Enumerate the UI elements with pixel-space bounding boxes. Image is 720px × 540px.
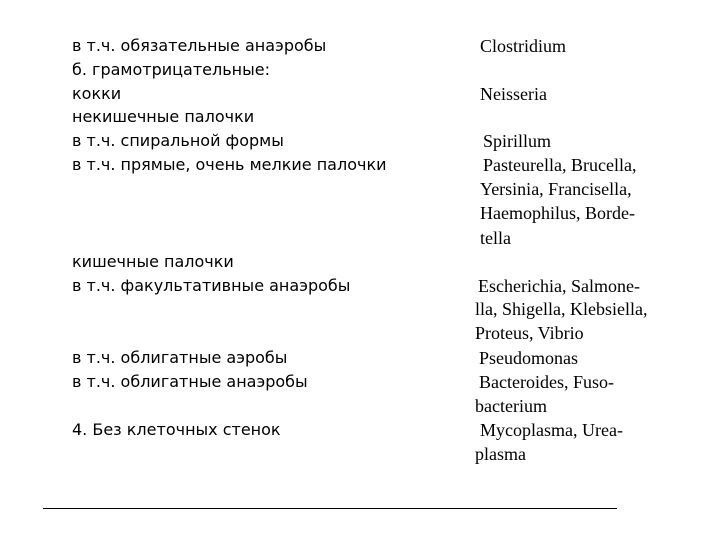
right-line: Mycoplasma, Urea- bbox=[480, 420, 623, 440]
left-line: 4. Без клеточных стенок bbox=[72, 420, 281, 439]
right-line: Clostridium bbox=[480, 36, 567, 56]
right-line: bacterium bbox=[475, 396, 547, 416]
left-line: в т.ч. спиральной формы bbox=[72, 131, 284, 150]
right-line: Yersinia, Francisella, bbox=[480, 179, 632, 199]
right-line: Haemophilus, Borde- bbox=[480, 203, 635, 223]
right-line: Proteus, Vibrio bbox=[475, 323, 584, 343]
right-line: Neisseria bbox=[480, 84, 547, 104]
left-line: в т.ч. факультативные анаэробы bbox=[72, 276, 351, 295]
horizontal-rule bbox=[43, 508, 617, 509]
left-line: кишечные палочки bbox=[72, 252, 234, 271]
right-line: Spirillum bbox=[483, 131, 552, 151]
right-line: lla, Shigella, Klebsiella, bbox=[475, 299, 648, 319]
left-line: в т.ч. обязательные анаэробы bbox=[72, 36, 327, 55]
left-line: кокки bbox=[72, 84, 122, 103]
right-line: Escherichia, Salmone- bbox=[478, 276, 640, 296]
left-line: б. грамотрицательные: bbox=[72, 60, 270, 79]
right-line: Pasteurella, Brucella, bbox=[483, 155, 637, 175]
left-line: в т.ч. облигатные анаэробы bbox=[72, 372, 308, 391]
left-line: в т.ч. прямые, очень мелкие палочки bbox=[72, 155, 387, 174]
right-line: plasma bbox=[475, 444, 526, 464]
left-line: в т.ч. облигатные аэробы bbox=[72, 348, 288, 367]
right-line: Pseudomonas bbox=[479, 348, 578, 368]
left-line: некишечные палочки bbox=[72, 107, 255, 126]
right-line: Bacteroides, Fuso- bbox=[479, 372, 614, 392]
right-line: tella bbox=[480, 228, 511, 248]
